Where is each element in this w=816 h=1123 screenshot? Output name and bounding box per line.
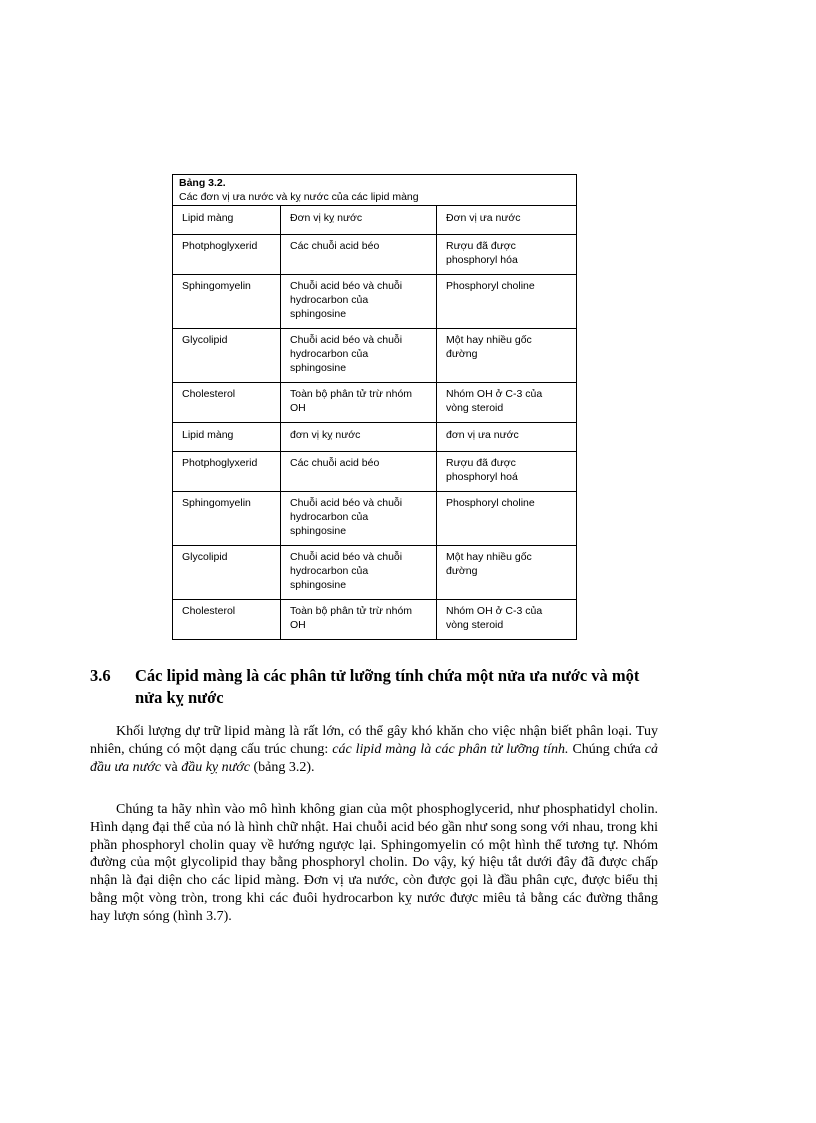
table-cell: Chuỗi acid béo và chuỗi hydrocarbon của sphingosine bbox=[281, 329, 437, 383]
table-cell: Các chuỗi acid béo bbox=[281, 235, 437, 275]
table-cell: Sphingomyelin bbox=[173, 492, 281, 546]
table-cell: Lipid màng bbox=[173, 423, 281, 452]
paragraph bbox=[90, 723, 658, 776]
table-cell: đơn vị ưa nước bbox=[437, 423, 577, 452]
paragraph-italic-text: cả đầu ưa nước bbox=[90, 741, 659, 775]
paragraph-text: Chúng chứa bbox=[568, 741, 645, 757]
table-cell: Chuỗi acid béo và chuỗi hydrocarbon của sphingosine bbox=[281, 275, 437, 329]
paragraph-italic-text: đầu kỵ nước bbox=[181, 759, 250, 775]
section-number: 3.6 bbox=[90, 666, 111, 685]
paragraph: Chúng ta hãy nhìn vào mô hình không gian của một phosphoglycerid, như phosphatidyl cholin. Hình dạng đại thể của nó là hình chữ nhật. Hai chuỗi acid béo gần như song song với nhau, trong khi phần phosphoryl cholin quay về hướng ngược lại. Sphingomyelin có một hình thể tương tự. Nhóm đường của một glycolipid thay bằng phosphoryl cholin. Do vậy, ký hiệu tắt dưới đây đã được chấp nhận là đại diện cho các lipid màng. Đơn vị ưa nước, còn được gọi là đầu phân cực, được biểu thị bằng một vòng tròn, trong khi các đuôi hydrocarbon kỵ nước được miêu tả bằng các đường thẳng hay lượn sóng (hình 3.7). bbox=[90, 802, 658, 924]
table-cell: Một hay nhiều gốc đường bbox=[437, 546, 577, 600]
table-cell: Photphoglyxerid bbox=[173, 452, 281, 492]
paragraph-text: Khối lượng dự trữ lipid màng là rất lớn, có thể gây khó khăn cho việc nhận biết phân loại. Tuy nhiên, chúng có một dạng cấu trúc chung: bbox=[90, 724, 658, 757]
table-cell: Đơn vị kỵ nước bbox=[281, 206, 437, 235]
table-cell: Glycolipid bbox=[173, 546, 281, 600]
table-cell: Chuỗi acid béo và chuỗi hydrocarbon của sphingosine bbox=[281, 546, 437, 600]
table-cell: Glycolipid bbox=[173, 329, 281, 383]
table-row bbox=[173, 206, 577, 235]
table-caption bbox=[173, 175, 577, 206]
table-cell: Photphoglyxerid bbox=[173, 235, 281, 275]
table-cell: Phosphoryl choline bbox=[437, 492, 577, 546]
table-row bbox=[173, 329, 577, 383]
table-cell: Nhóm OH ở C-3 của vòng steroid bbox=[437, 383, 577, 423]
table-cell: Toàn bộ phân tử trừ nhóm OH bbox=[281, 600, 437, 640]
table-caption-title: Bảng 3.2. bbox=[179, 177, 226, 189]
table-cell: Rượu đã được phosphoryl hoá bbox=[437, 452, 577, 492]
lipid-units-table bbox=[172, 174, 577, 640]
table-cell: Nhóm OH ở C-3 của vòng steroid bbox=[437, 600, 577, 640]
table-cell: Đơn vị ưa nước bbox=[437, 206, 577, 235]
paragraph-italic-text: các lipid màng là các phân tử lưỡng tính. bbox=[332, 741, 569, 757]
table-cell: Một hay nhiều gốc đường bbox=[437, 329, 577, 383]
table-cell: Lipid màng bbox=[173, 206, 281, 235]
table-row bbox=[173, 235, 577, 275]
table-cell: Cholesterol bbox=[173, 600, 281, 640]
table-row bbox=[173, 275, 577, 329]
lipid-table-container bbox=[172, 174, 576, 640]
section-heading bbox=[90, 665, 670, 709]
table-row bbox=[173, 492, 577, 546]
paragraph-text: (bảng 3.2). bbox=[249, 759, 315, 775]
table-cell: đơn vị kỵ nước bbox=[281, 423, 437, 452]
table-row bbox=[173, 452, 577, 492]
table-cell: Chuỗi acid béo và chuỗi hydrocarbon của sphingosine bbox=[281, 492, 437, 546]
table-cell: Rượu đã được phosphoryl hóa bbox=[437, 235, 577, 275]
table-caption-row bbox=[173, 175, 577, 206]
section-title: Các lipid màng là các phân tử lưỡng tính chứa một nửa ưa nước và một nửa kỵ nước bbox=[135, 666, 640, 707]
table-row bbox=[173, 546, 577, 600]
table-row bbox=[173, 600, 577, 640]
table-cell: Phosphoryl choline bbox=[437, 275, 577, 329]
table-row bbox=[173, 423, 577, 452]
table-cell: Sphingomyelin bbox=[173, 275, 281, 329]
paragraph-text: và bbox=[160, 759, 182, 775]
table-row bbox=[173, 383, 577, 423]
table-caption-subtitle: Các đơn vị ưa nước và kỵ nước của các lipid màng bbox=[179, 191, 419, 203]
table-cell: Cholesterol bbox=[173, 383, 281, 423]
table-cell: Các chuỗi acid béo bbox=[281, 452, 437, 492]
table-cell: Toàn bộ phân tử trừ nhóm OH bbox=[281, 383, 437, 423]
